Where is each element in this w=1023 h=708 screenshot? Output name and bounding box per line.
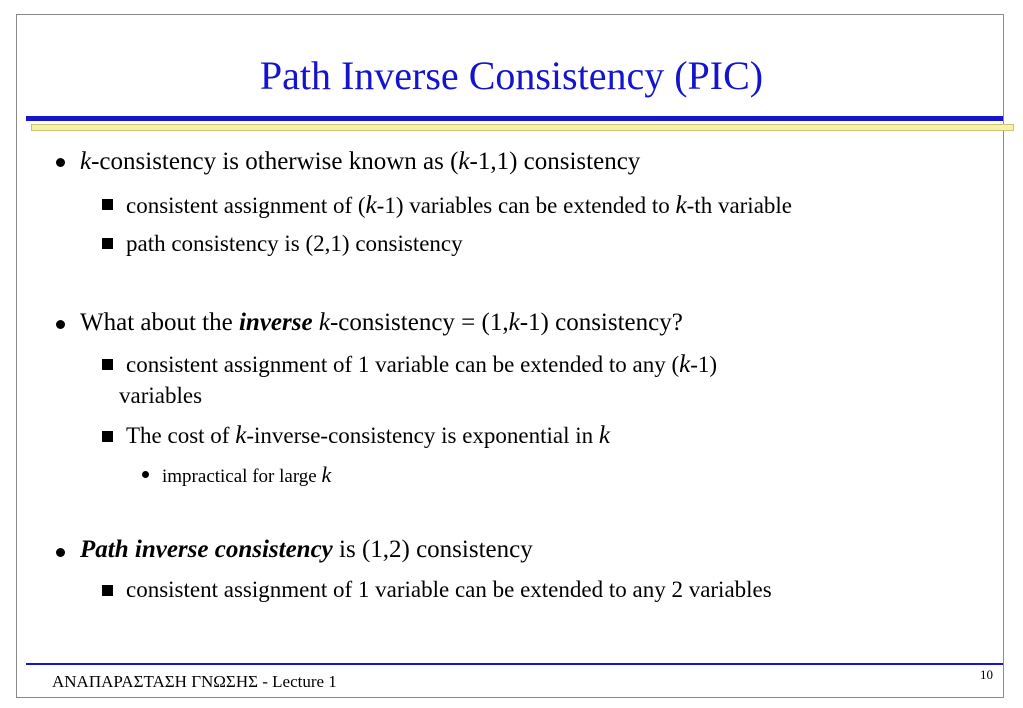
bullet-1: k-consistency is otherwise known as (k-1,1) consistency [80,148,641,175]
bullet-2-2-1: impractical for large k [162,462,332,487]
footer-rule [26,663,1003,665]
bullet-square [102,585,113,596]
bullet-2-1-continuation: variables [119,383,203,408]
footer-course-title: ΑΝΑΠΑΡΑΣΤΑΣΗ ΓΝΩΣΗΣ - Lecture 1 [52,672,337,691]
bullet-1-2: path consistency is (2,1) consistency [126,231,463,256]
bullet-dot-small [142,471,149,478]
page-number: 10 [980,667,993,682]
bullet-dot [56,320,65,329]
bullet-3-1: consistent assignment of 1 variable can be extended to any 2 variables [126,577,772,602]
slide-title: Path Inverse Consistency (PIC) [259,53,764,98]
bullet-3: Path inverse consistency is (1,2) consistency [80,536,533,563]
bullet-square [102,359,113,370]
bullet-dot [56,548,65,557]
title-underline-blue [26,116,1003,121]
bullet-2: What about the inverse k-consistency = (1,k-1) consistency? [80,309,683,336]
bullet-2-2: The cost of k-inverse-consistency is exponential in k [126,422,611,449]
bullet-square [102,238,113,249]
bullet-square [102,431,113,442]
bullet-2-1: consistent assignment of 1 variable can be extended to any (k-1) [126,351,718,378]
bullet-1-1: consistent assignment of (k-1) variables can be extended to k-th variable [126,192,793,219]
title-underline-yellow [31,124,1014,131]
bullet-square [102,199,113,210]
bullet-dot [56,158,65,167]
